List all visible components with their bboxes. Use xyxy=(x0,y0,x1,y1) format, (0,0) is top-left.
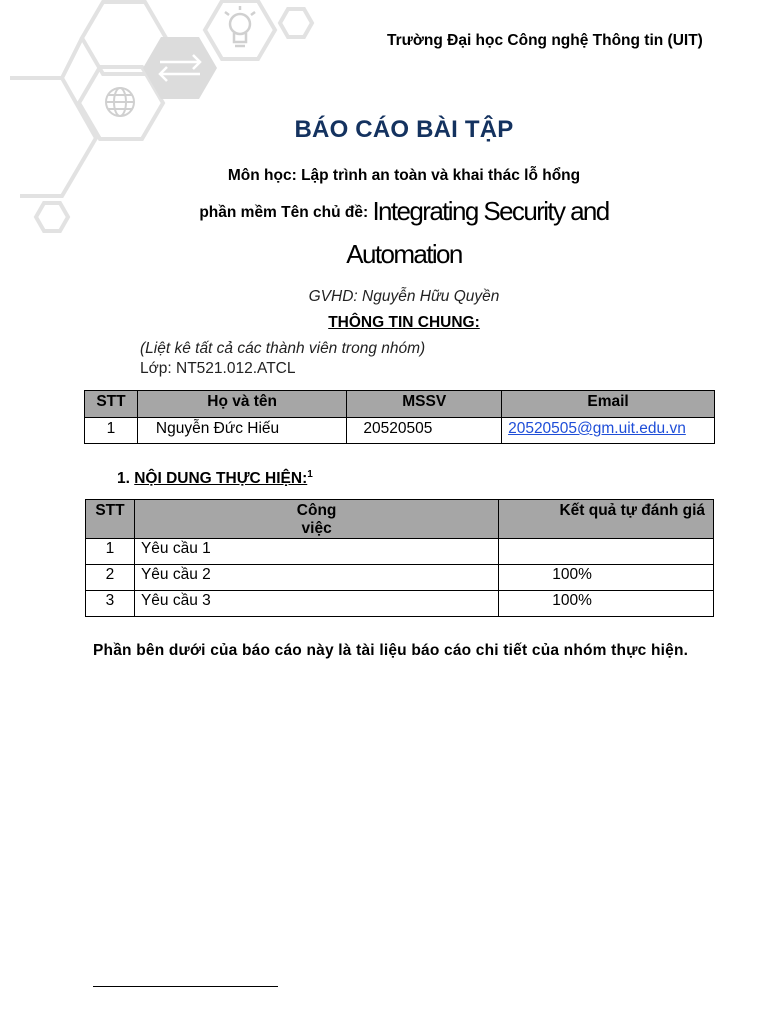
task-stt: 2 xyxy=(86,565,135,591)
hex-outline xyxy=(280,9,312,37)
section1-heading xyxy=(117,469,313,488)
members-table xyxy=(84,390,715,444)
topic-label: phần mềm Tên chủ đề: xyxy=(199,204,373,221)
closing-note: Phần bên dưới của báo cáo này là tài liệu báo cáo chi tiết của nhóm thực hiện. xyxy=(93,642,689,659)
table-row xyxy=(86,539,714,565)
header-task: Công việc xyxy=(134,500,498,539)
member-mssv: 20520505 xyxy=(347,418,502,444)
globe-icon xyxy=(106,88,134,116)
footnote-mark: 1 xyxy=(307,469,313,480)
task-result: 100% xyxy=(499,591,714,617)
header-stt: STT xyxy=(86,500,135,539)
supervisor-line: GVHD: Nguyễn Hữu Quyền xyxy=(308,288,500,305)
task-stt: 3 xyxy=(86,591,135,617)
task-stt: 1 xyxy=(86,539,135,565)
general-info-heading: THÔNG TIN CHUNG: xyxy=(328,314,480,331)
task-result: 100% xyxy=(499,565,714,591)
header-stt: STT xyxy=(85,391,138,418)
task-name: Yêu cầu 1 xyxy=(134,539,498,565)
task-name: Yêu cầu 2 xyxy=(134,565,498,591)
member-name: Nguyễn Đức Hiếu xyxy=(137,418,346,444)
class-line: Lớp: NT521.012.ATCL xyxy=(140,360,296,377)
member-email-link[interactable]: 20520505@gm.uit.edu.vn xyxy=(508,420,686,437)
section1-number: 1. xyxy=(117,470,135,488)
section1-title: NỘI DUNG THỰC HIỆN: xyxy=(134,470,308,488)
header-mssv: MSSV xyxy=(347,391,502,418)
member-list-note: (Liệt kê tất cả các thành viên trong nhóm) xyxy=(140,340,426,357)
member-stt: 1 xyxy=(85,418,138,444)
header-email: Email xyxy=(502,391,715,418)
topic-title-part2: Automation xyxy=(346,239,462,269)
header-result: Kết quả tự đánh giá xyxy=(499,500,714,539)
topic-line xyxy=(0,190,768,232)
table-row xyxy=(86,591,714,617)
task-name: Yêu cầu 3 xyxy=(134,591,498,617)
university-name: Trường Đại học Công nghệ Thông tin (UIT) xyxy=(387,32,703,49)
member-email-cell xyxy=(502,418,715,444)
report-title: BÁO CÁO BÀI TẬP xyxy=(294,116,514,143)
lightbulb-icon xyxy=(225,6,255,46)
topic-title-part1: Integrating Security and xyxy=(372,196,609,226)
subject-line: Môn học: Lập trình an toàn và khai thác lỗ hổng xyxy=(227,167,581,184)
tasks-header-row xyxy=(86,500,714,539)
members-header-row xyxy=(85,391,715,418)
task-result xyxy=(499,539,714,565)
footnote-separator xyxy=(93,986,278,987)
header-name: Họ và tên xyxy=(137,391,346,418)
tasks-table xyxy=(85,499,714,617)
table-row xyxy=(86,565,714,591)
table-row xyxy=(85,418,715,444)
